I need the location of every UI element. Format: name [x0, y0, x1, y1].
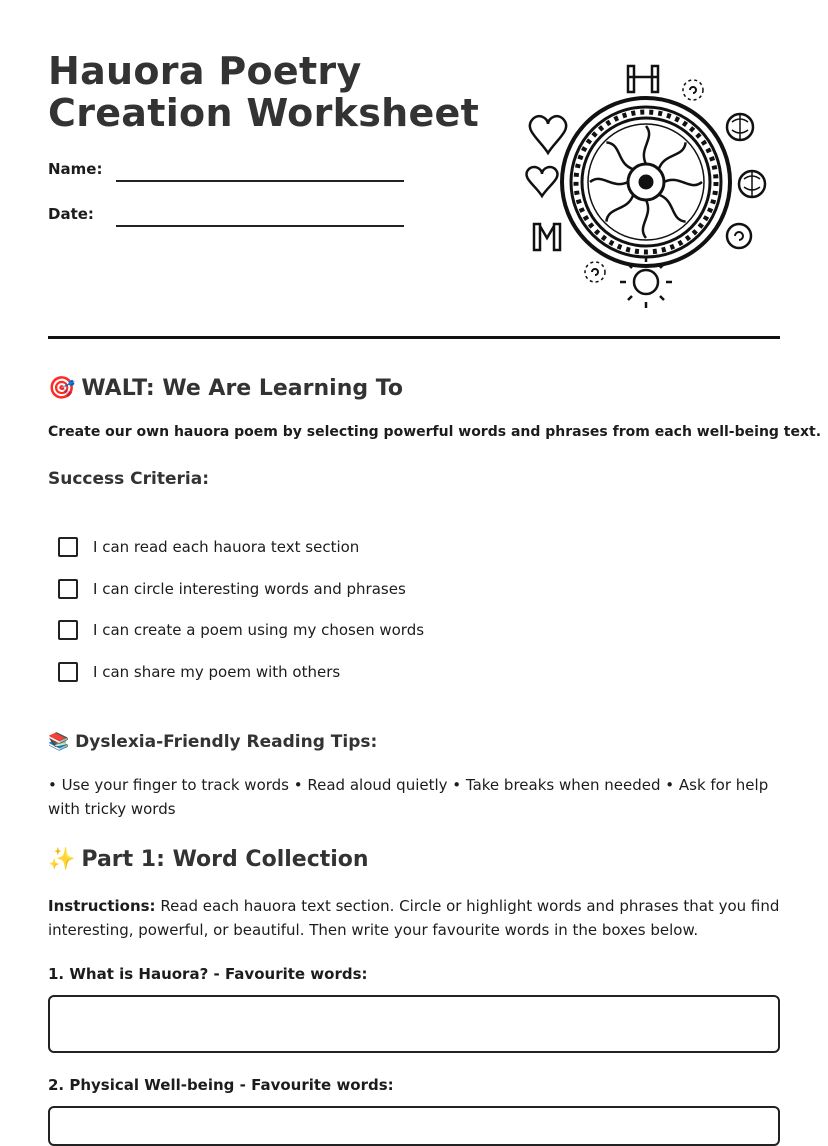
sparkles-icon: ✨: [48, 847, 76, 872]
criteria-item-create[interactable]: [58, 618, 424, 642]
criteria-item-circle[interactable]: [58, 577, 406, 601]
criteria-text: I can read each hauora text section: [93, 538, 360, 556]
date-field[interactable]: [116, 225, 404, 227]
section-divider: [48, 336, 780, 339]
walt-heading-text: WALT: We Are Learning To: [81, 376, 403, 401]
question-physical-label: 2. Physical Well-being - Favourite words:: [48, 1076, 394, 1094]
criteria-item-read[interactable]: [58, 535, 359, 559]
success-criteria-heading: Success Criteria:: [48, 469, 210, 489]
walt-statement: Create our own hauora poem by selecting powerful words and phrases from each well-being text.: [48, 424, 822, 440]
instructions-text: Read each hauora text section. Circle or highlight words and phrases that you find interesting, powerful, or beautiful. Then write your favourite words in the boxes below.: [48, 897, 780, 939]
part1-heading: [48, 847, 369, 872]
physical-words-box[interactable]: [48, 1106, 780, 1146]
name-label: Name:: [48, 160, 103, 178]
books-icon: 📚: [48, 732, 70, 752]
hauora-words-box[interactable]: [48, 995, 780, 1053]
criteria-checkbox[interactable]: [58, 579, 78, 599]
part1-heading-text: Part 1: Word Collection: [81, 847, 369, 872]
criteria-checkbox[interactable]: [58, 662, 78, 682]
tips-heading: [48, 732, 377, 752]
walt-heading: [48, 376, 403, 401]
question-hauora-label: 1. What is Hauora? - Favourite words:: [48, 965, 368, 983]
target-icon: 🎯: [48, 376, 76, 401]
criteria-text: I can share my poem with others: [93, 663, 341, 681]
instructions-label: Instructions:: [48, 897, 156, 915]
part1-instructions: [48, 894, 780, 942]
criteria-checkbox[interactable]: [58, 537, 78, 557]
criteria-text: I can create a poem using my chosen words: [93, 621, 425, 639]
tips-heading-text: Dyslexia-Friendly Reading Tips:: [75, 732, 378, 752]
criteria-item-share[interactable]: [58, 660, 340, 684]
date-label: Date:: [48, 205, 94, 223]
page-title: Hauora Poetry Creation Worksheet: [48, 49, 480, 135]
criteria-checkbox[interactable]: [58, 620, 78, 640]
hauora-mandala-icon: [520, 60, 770, 310]
tips-text: • Use your finger to track words • Read aloud quietly • Take breaks when needed • Ask for help with tricky words: [48, 776, 769, 818]
name-field[interactable]: [116, 180, 404, 182]
criteria-text: I can circle interesting words and phrases: [93, 580, 406, 598]
